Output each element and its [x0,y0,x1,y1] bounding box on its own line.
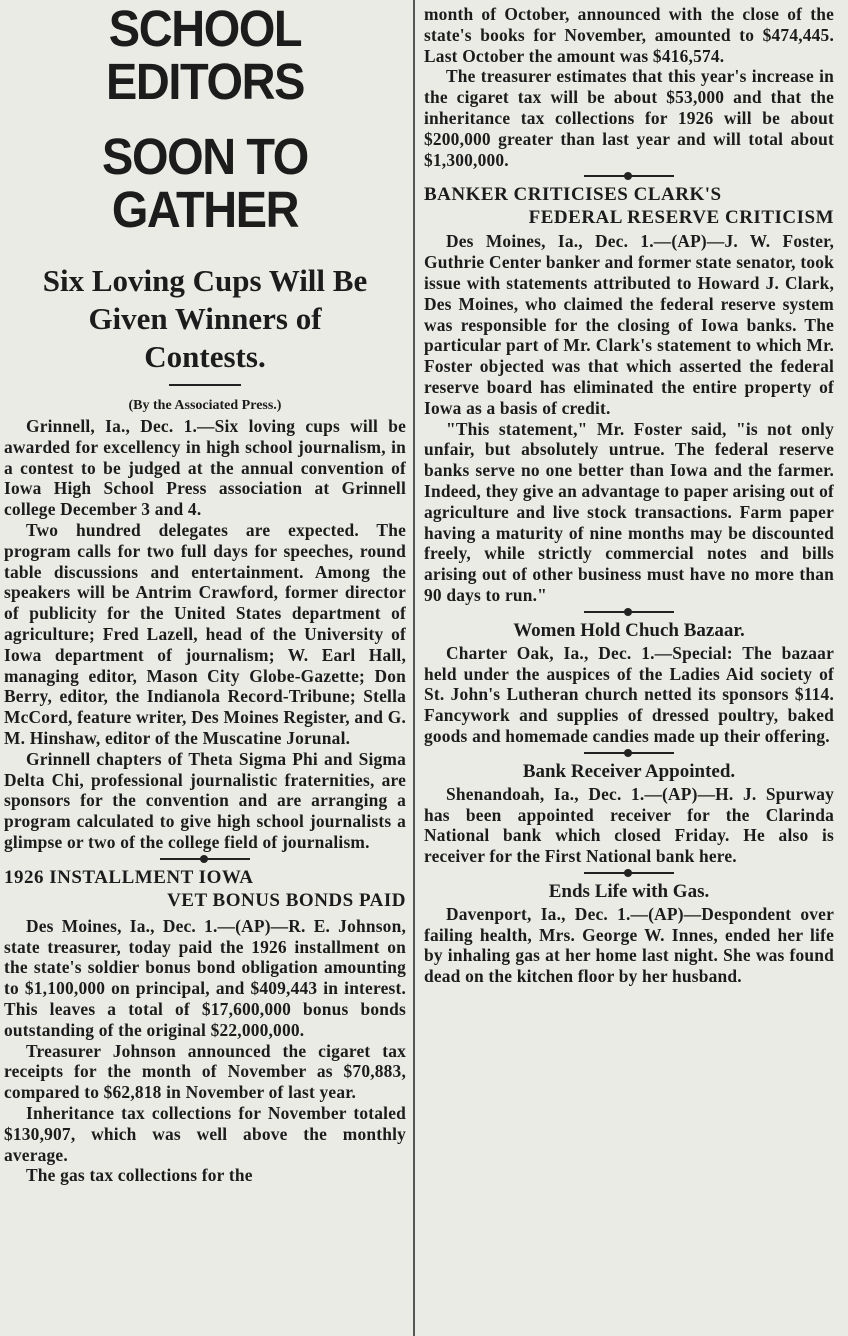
bonus-paragraph-1: Des Moines, Ia., Dec. 1.—(AP)—R. E. Johnson, state treasurer, today paid the 1926 installment on the state's soldier bonus bond obligation amounting to $1,100,000 on principal, and $409,443 in interest. This leaves a total of $17,600,000 bonus bonds outstanding of the original $22,000,000. [4,915,406,1040]
headline-line-1: SCHOOL EDITORS [105,0,305,110]
right-column [420,0,838,1336]
section-divider [584,872,674,874]
banker-paragraph-1: Des Moines, Ia., Dec. 1.—(AP)—J. W. Foster, Guthrie Center banker and former state senator, took issue with statements attributed to Howard J. Clark, Des Moines, who claimed the federal reserve system was responsible for the closing of Iowa banks. The particular part of Mr. Clark's statement to which Mr. Foster objected was that which asserted the federal reserve board has eliminated the entire property of Iowa as a basis of credit. [424,231,834,418]
headline-line-2: SOON TO GATHER [102,128,308,238]
deck-line-3: Contests. [144,339,266,374]
bonus-paragraph-4: The gas tax collections for the [26,1165,253,1186]
deck-rule [169,384,241,386]
school-paragraph-2: Two hundred delegates are expected. The program calls for two full days for speeches, round table discussions and entertainment. Among the speakers will be Antrim Crawford, former director of publicity for the United States department of agriculture; Fred Lazell, head of the University of Iowa department of journalism; W. Earl Hall, managing editor, Mason City Globe-Gazette; Don Berry, editor, the Indianola Record-Tribune; Stella McCord, feature writer, Des Moines Register, and G. M. Hinshaw, editor of the Muscatine Jorunal. [4,519,406,748]
left-column [0,0,410,1336]
gas-headline: Ends Life with Gas. [548,880,710,902]
column-rule [413,0,415,1336]
bonus-paragraph-3: Inheritance tax collections for November totaled $130,907, which was well above the monthly average. [4,1102,406,1165]
section-divider [584,175,674,177]
byline: (By the Associated Press.) [128,398,282,413]
banker-paragraph-2: "This statement," Mr. Foster said, "is not only unfair, but absolutely untrue. The federal reserve banks serve no one better than Iowa and the farmer. Indeed, they give an advantage to paper arising out of agriculture and live stock transactions. Farm paper having a maturity of nine months may be discounted freely, while strictly commercial notes and bills arising out of other business must have no more than 90 days to run." [424,418,834,605]
gas-paragraph: Davenport, Ia., Dec. 1.—(AP)—Despondent over failing health, Mrs. George W. Innes, ended her life by inhaling gas at her home last night. She was found dead on the kitchen floor by her husband. [424,903,834,987]
treasury-paragraph-cont: month of October, announced with the close of the state's books for November, amounted to $474,445. Last October the amount was $416,574. [424,4,834,66]
section-divider [584,752,674,754]
section-divider [160,858,250,860]
receiver-paragraph: Shenandoah, Ia., Dec. 1.—(AP)—H. J. Spurway has been appointed receiver for the Clarinda National bank which closed Friday. He also is receiver for the First National bank here. [424,783,834,867]
bonus-headline-line-1: 1926 INSTALLMENT IOWA [4,866,254,888]
school-paragraph-3: Grinnell chapters of Theta Sigma Phi and Sigma Delta Chi, professional journalistic fraternities, are sponsors for the convention and are arranging a program calculated to give high school journalists a glimpse or two of the college field of journalism. [4,748,406,852]
section-divider [584,611,674,613]
deck-line-2: Given Winners of [88,301,322,336]
treasury-paragraph-2: The treasurer estimates that this year's increase in the cigaret tax will be about $53,000 and that the inheritance tax collections for 1926 will be about $200,000 greater than last year and will total about $1,300,000. [424,66,834,170]
bazaar-headline: Women Hold Chuch Bazaar. [513,619,745,641]
deck-line-1: Six Loving Cups Will Be [42,263,368,298]
bonus-headline-line-2: VET BONUS BONDS PAID [167,889,406,911]
banker-headline-line-1: BANKER CRITICISES CLARK'S [424,184,722,206]
banker-headline-line-2: FEDERAL RESERVE CRITICISM [528,207,834,229]
bazaar-paragraph: Charter Oak, Ia., Dec. 1.—Special: The bazaar held under the auspices of the Ladies Aid society of St. John's Lutheran church netted its sponsors $114. Fancywork and supplies of dressed poultry, baked goods and homemade candies made up their offering. [424,642,834,746]
bonus-paragraph-2: Treasurer Johnson announced the cigaret tax receipts for the month of November as $70,883, compared to $62,818 in November of last year. [4,1040,406,1103]
receiver-headline: Bank Receiver Appointed. [522,760,736,782]
school-paragraph-1: Grinnell, Ia., Dec. 1.—Six loving cups will be awarded for excellency in high school journalism, in a contest to be judged at the annual convention of Iowa High School Press association at Grinnell college December 3 and 4. [4,416,406,520]
